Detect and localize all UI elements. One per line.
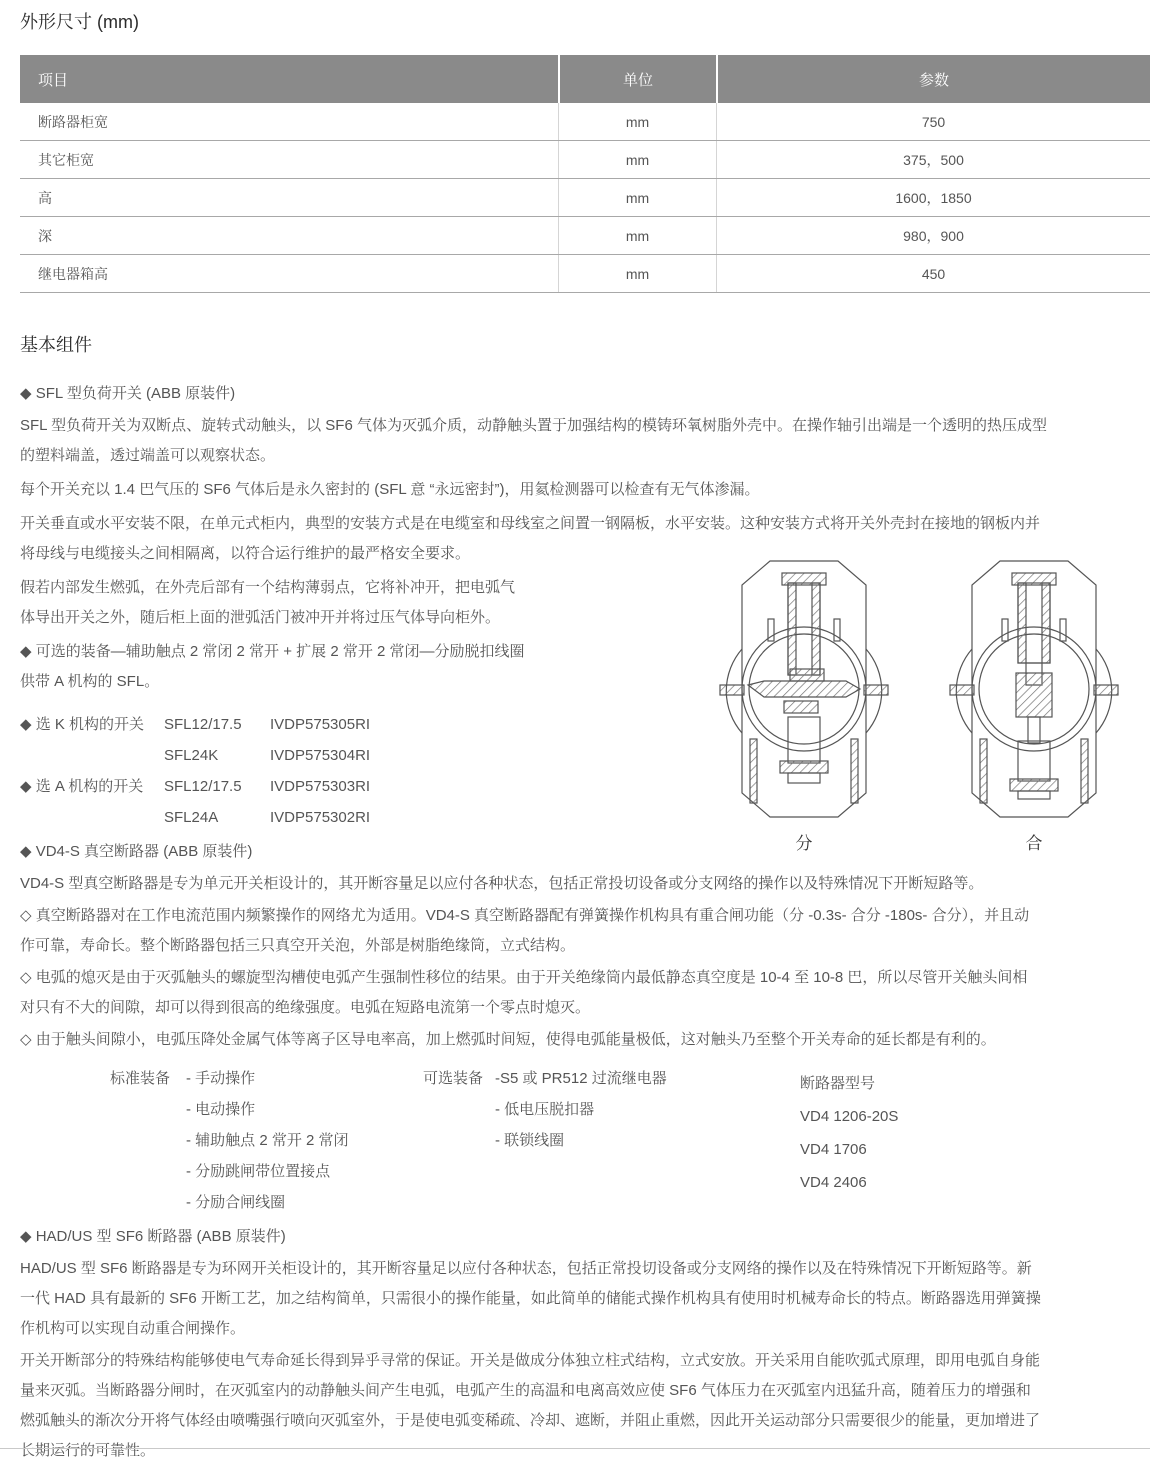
text-line: ◇ 真空断路器对在工作电流范围内频繁操作的网络尤为适用。VD4-S 真空断路器配有弹簧操作机构具有重合闸功能（分 -0.3s- 合分 -180s- 合分），并且动	[20, 907, 1030, 924]
text-line: 假若内部发生燃弧，在外壳后部有一个结构薄弱点，它将补冲开，把电弧气	[20, 579, 516, 596]
switch-mechanism-label: ◆ 选 A 机构的开关	[20, 778, 144, 795]
optional-equipment-label: 可选装备	[423, 1070, 484, 1087]
switch-mechanism-label: ◆ 选 K 机构的开关	[20, 716, 145, 733]
closed-position-label: 合	[1025, 834, 1043, 853]
text-line: ◆ 可选的装备—辅助触点 2 常闭 2 常开 + 扩展 2 常开 2 常闭—分励脱扣线圈	[20, 643, 525, 660]
table-cell-item: 断路器柜宽	[38, 113, 108, 130]
standard-equipment-label: 标准装备	[110, 1070, 171, 1087]
vd4-bullet-2	[20, 963, 1140, 1023]
table-header-unit: 单位	[558, 55, 716, 103]
text-line: 燃弧触头的渐次分开将气体经由喷嘴强行喷向灭弧室外，于是使电弧变稀疏、冷却、遮断，并阻止重燃，因此开关运动部分只需要很少的能量，更加增进了	[20, 1412, 1041, 1429]
breaker-model: VD4 2406	[800, 1174, 867, 1191]
switch-model: SFL12/17.5	[164, 778, 242, 795]
equipment-item: - 辅助触点 2 常开 2 常闭	[186, 1132, 349, 1149]
switch-model: SFL24K	[164, 747, 219, 764]
had-breaker-title: ◆ HAD/US 型 SF6 断路器 (ABB 原装件)	[20, 1228, 286, 1245]
equipment-item: - 联锁线圈	[495, 1132, 565, 1149]
table-cell-param: 750	[716, 103, 1150, 140]
switch-order-code: IVDP575304RI	[270, 747, 371, 764]
switch-closed-figure	[934, 557, 1134, 857]
bottom-divider	[0, 1448, 1150, 1449]
sfl-paragraph-2	[20, 475, 1140, 505]
text-line: 的塑料端盖，透过端盖可以观察状态。	[20, 447, 276, 464]
text-line: 供带 A 机构的 SFL。	[20, 673, 160, 690]
optional-equipment-first-item: -S5 或 PR512 过流继电器	[495, 1070, 667, 1087]
table-cell-param: 1600，1850	[716, 179, 1150, 216]
vd4-bullet-3	[20, 1025, 1140, 1055]
optional-equipment-column	[423, 1063, 800, 1218]
table-cell-unit: mm	[558, 255, 716, 292]
text-line: 对只有不大的间隙，却可以得到很高的绝缘强度。电弧在短路电流第一个零点时熄灭。	[20, 999, 591, 1016]
text-line: 体导出开关之外，随后柜上面的泄弧活门被冲开并将过压气体导向柜外。	[20, 609, 501, 626]
equipment-columns	[20, 1063, 1140, 1218]
table-cell-item: 高	[38, 189, 52, 206]
switch-order-code: IVDP575305RI	[270, 716, 371, 733]
text-line: 作机构可以实现自动重合闸操作。	[20, 1320, 246, 1337]
text-line: HAD/US 型 SF6 断路器是专为环网开关柜设计的，其开断容量足以应付各种状态，包括正常投切设备或分支网络的操作以及在特殊情况下开断短路等。新	[20, 1260, 1032, 1277]
vd4-paragraph-1	[20, 869, 1140, 899]
table-cell-item: 深	[38, 227, 52, 244]
breaker-model-items	[800, 1100, 1140, 1199]
standard-equipment-first-item: - 手动操作	[186, 1070, 256, 1087]
switch-model: SFL24A	[164, 809, 219, 826]
switch-closed-diagram	[948, 557, 1120, 825]
switch-model: SFL12/17.5	[164, 716, 242, 733]
text-line: 开关垂直或水平安装不限，在单元式柜内，典型的安装方式是在电缆室和母线室之间置一钢隔板，水平安装。这种安装方式将开关外壳封在接地的钢板内并	[20, 515, 1041, 532]
had-paragraph-1	[20, 1254, 1140, 1344]
table-row	[20, 217, 1150, 255]
text-line: 每个开关充以 1.4 巴气压的 SF6 气体后是永久密封的 (SFL 意 “永远密封”)，用氦检测器可以检查有无气体渗漏。	[20, 481, 760, 498]
breaker-model: VD4 1706	[800, 1141, 867, 1158]
switch-diagrams	[704, 557, 1134, 857]
text-line: 长期运行的可靠性。	[20, 1442, 156, 1459]
optional-equipment-items	[495, 1094, 800, 1156]
table-row	[20, 141, 1150, 179]
page-title: 外形尺寸 (mm)	[20, 12, 139, 32]
table-row	[20, 103, 1150, 141]
text-line: VD4-S 型真空断路器是专为单元开关柜设计的，其开断容量足以应付各种状态，包括正常投切设备或分支网络的操作以及特殊情况下开断短路等。	[20, 875, 984, 892]
table-cell-param: 450	[716, 255, 1150, 292]
equipment-item: - 电动操作	[186, 1101, 256, 1118]
table-cell-unit: mm	[558, 103, 716, 140]
breaker-model-column	[800, 1063, 1140, 1218]
document-page	[0, 10, 1150, 1459]
standard-equipment-column	[110, 1063, 423, 1218]
text-line: SFL 型负荷开关为双断点、旋转式动触头，以 SF6 气体为灭弧介质，动静触头置于加强结构的模铸环氧树脂外壳中。在操作轴引出端是一个透明的热压成型	[20, 417, 1047, 434]
table-cell-item: 继电器箱高	[38, 265, 108, 282]
sfl-switch-title: ◆ SFL 型负荷开关 (ABB 原装件)	[20, 385, 236, 402]
table-header-row	[20, 55, 1150, 103]
table-cell-param: 980，900	[716, 217, 1150, 254]
text-line: 作可靠，寿命长。整个断路器包括三只真空开关泡，外部是树脂绝缘筒，立式结构。	[20, 937, 576, 954]
text-line: 量来灭弧。当断路器分闸时，在灭弧室内的动静触头间产生电弧，电弧产生的高温和电离高效应使 SF6 气体压力在灭弧室内迅猛升高，随着压力的增强和	[20, 1382, 1031, 1399]
breaker-model: VD4 1206-20S	[800, 1108, 899, 1125]
table-header-item: 项目	[38, 71, 69, 89]
text-line: 开关开断部分的特殊结构能够使电气寿命延长得到异乎寻常的保证。开关是做成分体独立柱式结构，立式安放。开关采用自能吹弧式原理，即用电弧自身能	[20, 1352, 1041, 1369]
text-line: ◇ 电弧的熄灭是由于灭弧触头的螺旋型沟槽使电弧产生强制性移位的结果。由于开关绝缘筒内最低静态真空度是 10-4 至 10-8 巴，所以尽管开关触头间相	[20, 969, 1028, 986]
text-line: ◇ 由于触头间隙小，电弧压降处金属气体等离子区导电率高，加上燃弧时间短，使得电弧能量极低，这对触头乃至整个开关寿命的延长都是有利的。	[20, 1031, 996, 1048]
equipment-item: - 分励跳闸带位置接点	[186, 1163, 331, 1180]
switch-order-code: IVDP575302RI	[270, 809, 371, 826]
equipment-item: - 低电压脱扣器	[495, 1101, 595, 1118]
dimensions-table	[20, 55, 1150, 293]
switch-open-figure	[704, 557, 904, 857]
text-line: 将母线与电缆接头之间相隔离，以符合运行维护的最严格安全要求。	[20, 545, 471, 562]
table-cell-unit: mm	[558, 179, 716, 216]
text-line: 一代 HAD 具有最新的 SF6 开断工艺，加之结构简单，只需很小的操作能量，如此简单的储能式操作机构具有使用时机械寿命长的特点。断路器选用弹簧操	[20, 1290, 1041, 1307]
standard-equipment-items	[186, 1094, 423, 1218]
table-cell-unit: mm	[558, 217, 716, 254]
table-header-param: 参数	[716, 55, 1150, 103]
equipment-item: - 分励合闸线圈	[186, 1194, 286, 1211]
breaker-model-header: 断路器型号	[800, 1075, 876, 1092]
table-row	[20, 255, 1150, 293]
table-cell-param: 375，500	[716, 141, 1150, 178]
optional-equipment-header	[423, 1063, 800, 1094]
vd4-bullet-1	[20, 901, 1140, 961]
sfl-paragraph-1	[20, 411, 1140, 471]
vd4-breaker-title: ◆ VD4-S 真空断路器 (ABB 原装件)	[20, 843, 253, 860]
table-cell-unit: mm	[558, 141, 716, 178]
table-cell-item: 其它柜宽	[38, 151, 94, 168]
switch-order-code: IVDP575303RI	[270, 778, 371, 795]
standard-equipment-header	[110, 1063, 423, 1094]
switch-open-diagram	[718, 557, 890, 825]
table-row	[20, 179, 1150, 217]
section-heading: 基本组件	[20, 335, 92, 355]
open-position-label: 分	[795, 834, 813, 853]
